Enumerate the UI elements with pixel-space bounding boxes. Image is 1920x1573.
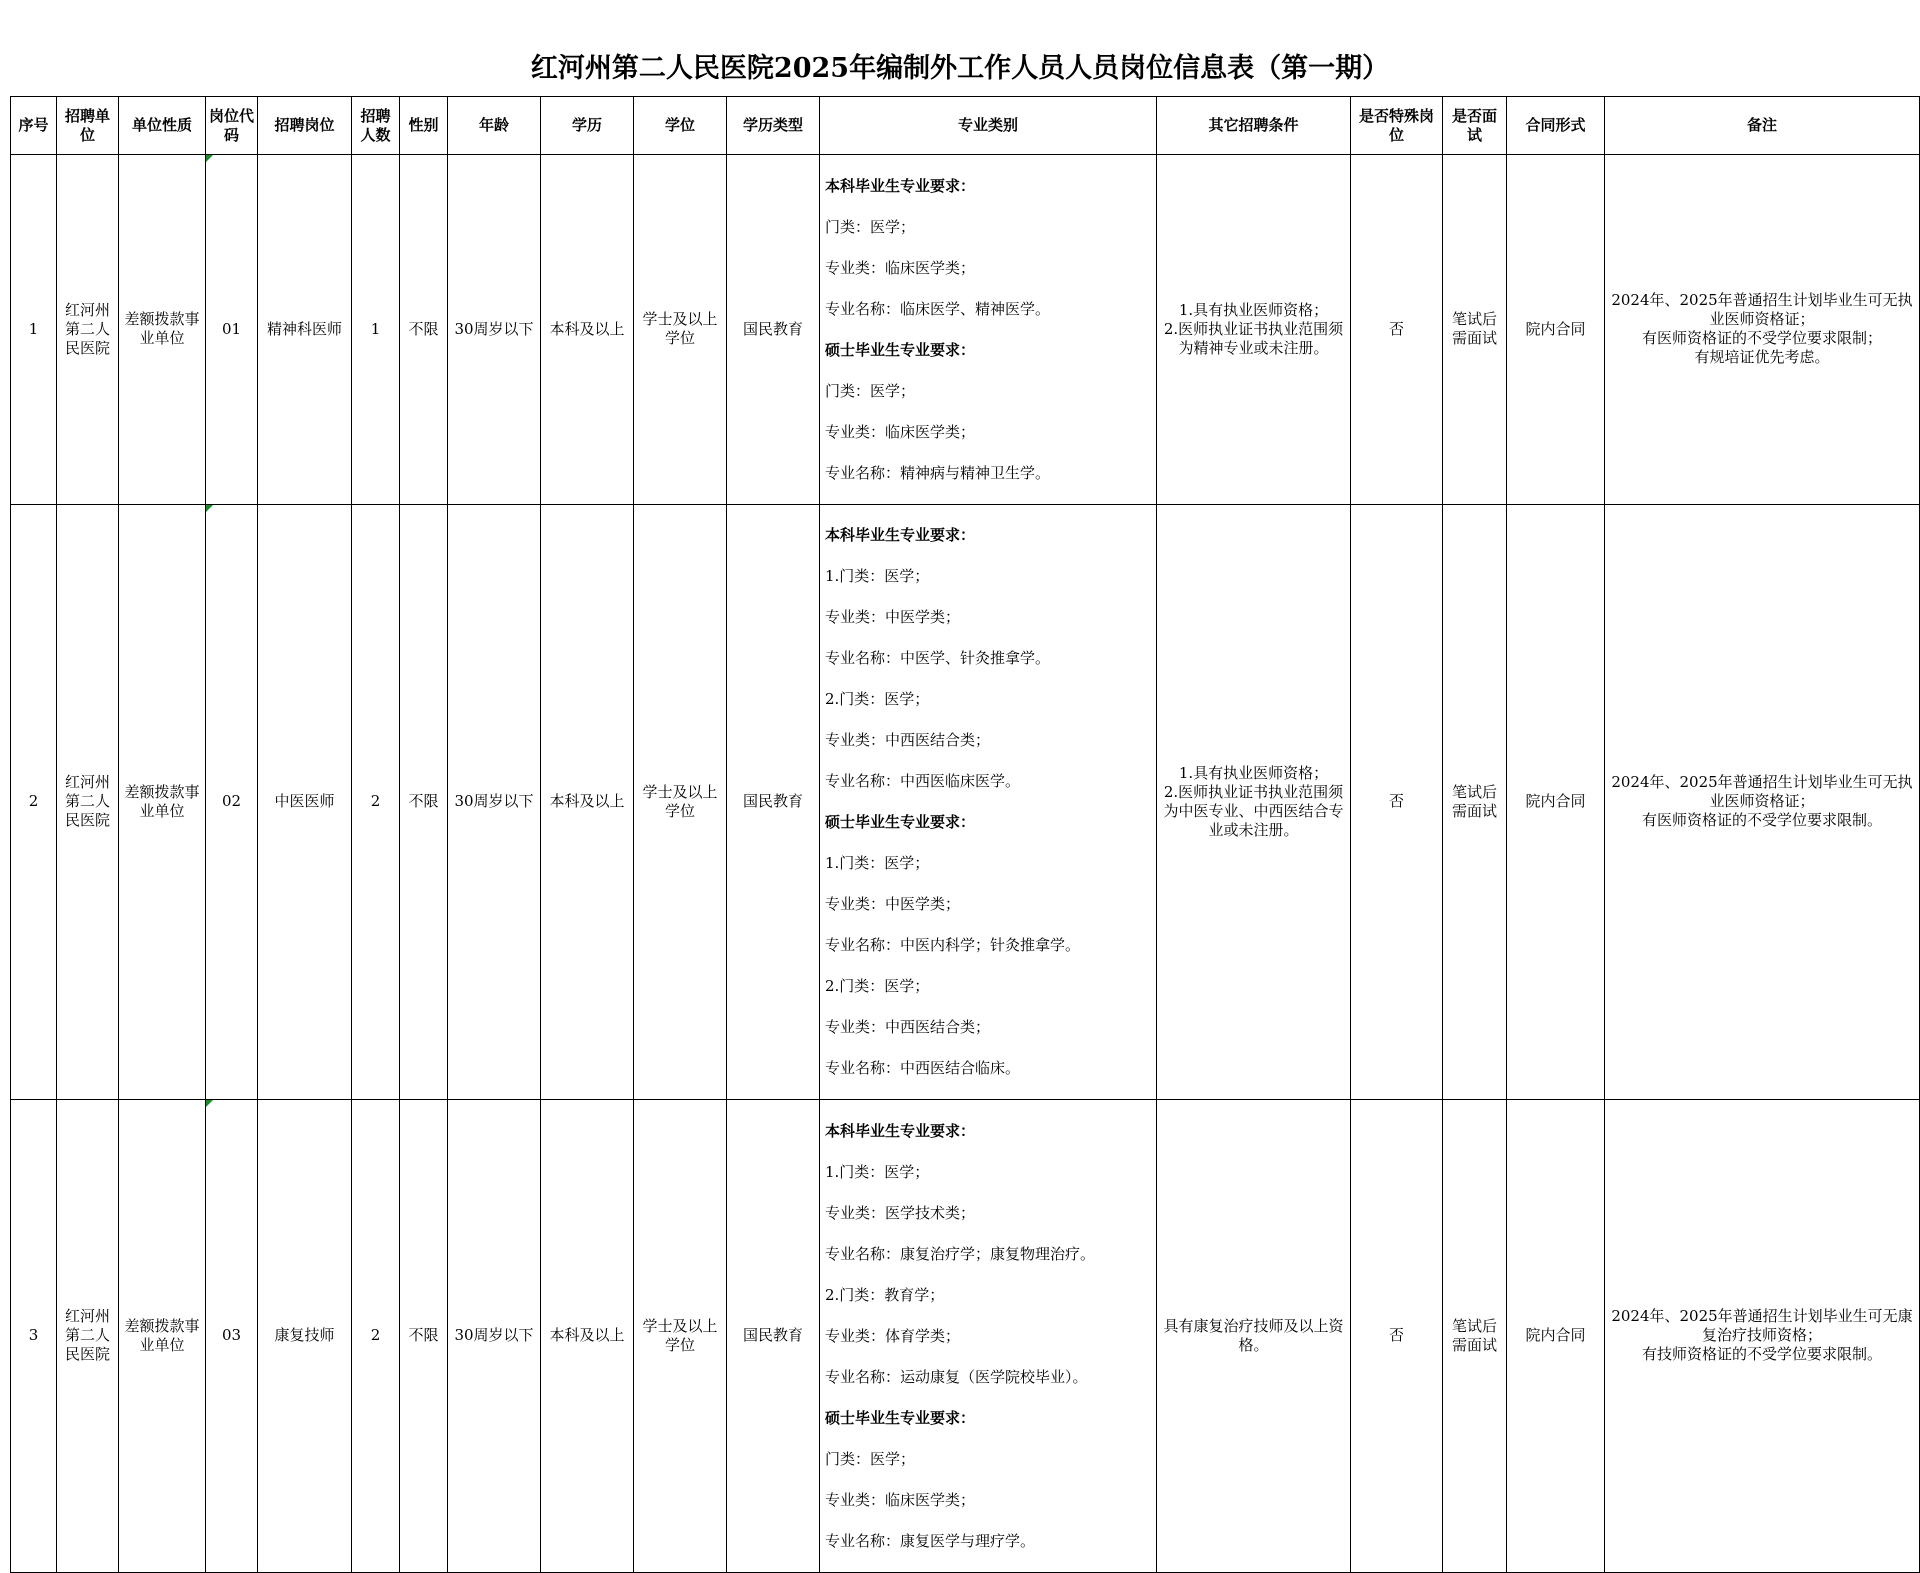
major-line: 本科毕业生专业要求： — [825, 1121, 976, 1140]
major-line: 专业类：中西医结合类； — [825, 731, 991, 749]
major-line: 门类：医学； — [825, 381, 916, 400]
cell-unit: 红河州第二人民医院 — [57, 155, 119, 505]
cell-contract: 院内合同 — [1507, 155, 1605, 505]
cell-code — [206, 504, 258, 1100]
cell-edu-type: 国民教育 — [727, 155, 820, 505]
major-line: 门类：医学； — [825, 1449, 916, 1468]
header-special: 是否特殊岗位 — [1351, 97, 1443, 155]
major-line: 专业名称：康复医学与理疗学。 — [825, 1531, 1036, 1550]
major-requirements — [823, 1100, 1153, 1572]
major-line: 专业名称：中西医临床医学。 — [825, 772, 1021, 790]
comment-marker-icon — [206, 1100, 213, 1107]
major-line: 专业名称：康复治疗学；康复物理治疗。 — [825, 1244, 1096, 1263]
cell-remark: 2024年、2025年普通招生计划毕业生可无康复治疗技师资格； 有技师资格证的不受学位要求限制。 — [1605, 1100, 1920, 1573]
cell-special: 否 — [1351, 155, 1443, 505]
header-interview: 是否面试 — [1443, 97, 1507, 155]
major-line: 硕士毕业生专业要求： — [825, 813, 976, 831]
major-line: 专业类：中医学类； — [825, 895, 961, 913]
header-count: 招聘人数 — [352, 97, 400, 155]
header-other: 其它招聘条件 — [1157, 97, 1351, 155]
major-line: 1.门类：医学； — [825, 567, 930, 585]
cell-gender: 不限 — [400, 1100, 448, 1573]
table-row — [11, 155, 1920, 505]
header-major: 专业类别 — [820, 97, 1157, 155]
header-degree: 学位 — [634, 97, 727, 155]
cell-position: 中医医师 — [258, 504, 352, 1100]
major-line: 1.门类：医学； — [825, 854, 930, 872]
cell-count: 2 — [352, 1100, 400, 1573]
major-line: 专业名称：临床医学、精神医学。 — [825, 299, 1051, 318]
major-line: 专业名称：精神病与精神卫生学。 — [825, 463, 1051, 482]
cell-code — [206, 1100, 258, 1573]
major-line: 2.门类：教育学； — [825, 1285, 945, 1304]
cell-edu-type: 国民教育 — [727, 1100, 820, 1573]
cell-education: 本科及以上 — [541, 155, 634, 505]
header-education: 学历 — [541, 97, 634, 155]
cell-major — [820, 504, 1157, 1100]
major-line: 专业名称：中西医结合临床。 — [825, 1059, 1021, 1077]
major-line: 本科毕业生专业要求： — [825, 176, 976, 195]
header-unit: 招聘单位 — [57, 97, 119, 155]
major-line: 本科毕业生专业要求： — [825, 526, 976, 544]
major-line: 专业类：体育学类； — [825, 1326, 961, 1345]
header-edu-type: 学历类型 — [727, 97, 820, 155]
header-position: 招聘岗位 — [258, 97, 352, 155]
cell-education: 本科及以上 — [541, 1100, 634, 1573]
major-line: 硕士毕业生专业要求： — [825, 340, 976, 359]
cell-education: 本科及以上 — [541, 504, 634, 1100]
cell-count: 1 — [352, 155, 400, 505]
comment-marker-icon — [206, 505, 213, 512]
cell-age: 30周岁以下 — [448, 1100, 541, 1573]
major-line: 硕士毕业生专业要求： — [825, 1408, 976, 1427]
cell-contract: 院内合同 — [1507, 504, 1605, 1100]
header-unit-type: 单位性质 — [119, 97, 206, 155]
cell-other: 具有康复治疗技师及以上资格。 — [1157, 1100, 1351, 1573]
header-age: 年龄 — [448, 97, 541, 155]
major-line: 专业名称：中医学、针灸推拿学。 — [825, 649, 1051, 667]
code-text: 01 — [221, 319, 242, 338]
cell-other: 1.具有执业医师资格； 2.医师执业证书执业范围须为精神专业或未注册。 — [1157, 155, 1351, 505]
major-line: 专业名称：中医内科学；针灸推拿学。 — [825, 936, 1081, 954]
header-seq: 序号 — [11, 97, 57, 155]
cell-special: 否 — [1351, 504, 1443, 1100]
header-code: 岗位代码 — [206, 97, 258, 155]
cell-unit: 红河州第二人民医院 — [57, 1100, 119, 1573]
header-remark: 备注 — [1605, 97, 1920, 155]
code-text: 03 — [221, 1326, 242, 1345]
table-row — [11, 1100, 1920, 1573]
cell-unit-type: 差额拨款事业单位 — [119, 155, 206, 505]
major-line: 1.门类：医学； — [825, 1162, 930, 1181]
major-line: 专业类：临床医学类； — [825, 258, 976, 277]
major-line: 门类：医学； — [825, 217, 916, 236]
major-line: 2.门类：医学； — [825, 977, 930, 995]
table-row — [11, 504, 1920, 1100]
major-line: 专业类：中医学类； — [825, 608, 961, 626]
major-line: 专业类：临床医学类； — [825, 422, 976, 441]
cell-gender: 不限 — [400, 504, 448, 1100]
major-line: 2.门类：医学； — [825, 690, 930, 708]
code-text: 02 — [221, 792, 242, 811]
cell-position: 康复技师 — [258, 1100, 352, 1573]
cell-degree: 学士及以上学位 — [634, 1100, 727, 1573]
cell-interview: 笔试后需面试 — [1443, 155, 1507, 505]
cell-unit-type: 差额拨款事业单位 — [119, 1100, 206, 1573]
cell-interview: 笔试后需面试 — [1443, 504, 1507, 1100]
comment-marker-icon — [206, 155, 213, 162]
cell-unit: 红河州第二人民医院 — [57, 504, 119, 1100]
cell-gender: 不限 — [400, 155, 448, 505]
recruitment-table — [10, 96, 1920, 1573]
major-line: 专业类：中西医结合类； — [825, 1018, 991, 1036]
cell-position: 精神科医师 — [258, 155, 352, 505]
cell-unit-type: 差额拨款事业单位 — [119, 504, 206, 1100]
cell-contract: 院内合同 — [1507, 1100, 1605, 1573]
cell-seq: 1 — [11, 155, 57, 505]
cell-remark: 2024年、2025年普通招生计划毕业生可无执业医师资格证； 有医师资格证的不受学位要求限制； 有规培证优先考虑。 — [1605, 155, 1920, 505]
cell-special: 否 — [1351, 1100, 1443, 1573]
major-requirements — [823, 505, 1153, 1100]
major-line: 专业名称：运动康复（医学院校毕业）。 — [825, 1367, 1088, 1386]
header-contract: 合同形式 — [1507, 97, 1605, 155]
cell-remark: 2024年、2025年普通招生计划毕业生可无执业医师资格证； 有医师资格证的不受学位要求限制。 — [1605, 504, 1920, 1100]
major-line: 专业类：临床医学类； — [825, 1490, 976, 1509]
cell-edu-type: 国民教育 — [727, 504, 820, 1100]
cell-code — [206, 155, 258, 505]
cell-seq: 2 — [11, 504, 57, 1100]
cell-major — [820, 1100, 1157, 1573]
cell-degree: 学士及以上学位 — [634, 504, 727, 1100]
major-line: 专业类：医学技术类； — [825, 1203, 976, 1222]
cell-major — [820, 155, 1157, 505]
cell-other: 1.具有执业医师资格； 2.医师执业证书执业范围须为中医专业、中西医结合专业或未注册。 — [1157, 504, 1351, 1100]
cell-count: 2 — [352, 504, 400, 1100]
major-requirements — [823, 155, 1153, 504]
page-title: 红河州第二人民医院2025年编制外工作人员人员岗位信息表（第一期） — [530, 53, 1390, 84]
cell-age: 30周岁以下 — [448, 155, 541, 505]
cell-age: 30周岁以下 — [448, 504, 541, 1100]
header-gender: 性别 — [400, 97, 448, 155]
cell-degree: 学士及以上学位 — [634, 155, 727, 505]
cell-seq: 3 — [11, 1100, 57, 1573]
header-row — [11, 97, 1920, 155]
cell-interview: 笔试后需面试 — [1443, 1100, 1507, 1573]
